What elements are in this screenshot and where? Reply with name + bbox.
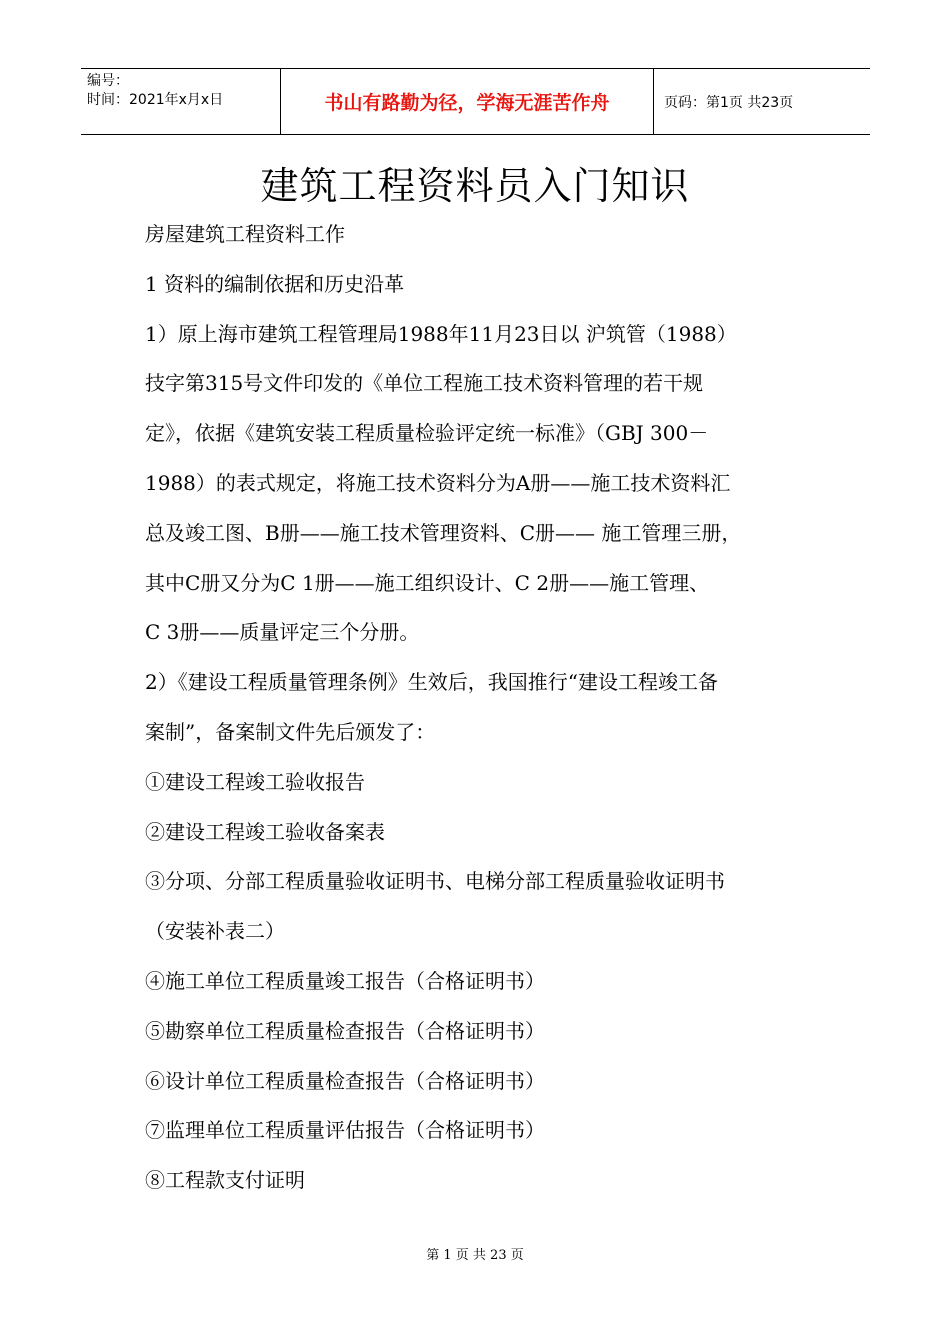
list-item: ⑥设计单位工程质量检查报告（合格证明书）: [145, 1068, 545, 1093]
document-title: 建筑工程资料员入门知识: [260, 164, 690, 208]
list-item: ⑦监理单位工程质量评估报告（合格证明书）: [145, 1118, 545, 1143]
list-item: ⑧工程款支付证明: [145, 1168, 305, 1193]
page-header: [81, 68, 870, 135]
body-line: 1988）的表式规定，将施工技术资料分为A册——施工技术资料汇: [145, 470, 731, 495]
document-body: [145, 210, 825, 1206]
header-page-info: 页码：第1页 共23页: [664, 94, 794, 111]
body-line: 总及竣工图、B册——施工技术管理资料、C册—— 施工管理三册，: [145, 520, 742, 545]
header-meta: [81, 69, 281, 134]
list-item: ⑤勘察单位工程质量检查报告（合格证明书）: [145, 1018, 545, 1043]
body-line: 1）原上海市建筑工程管理局1988年11月23日以 沪筑管（1988）: [145, 321, 737, 346]
body-line: 案制”，备案制文件先后颁发了：: [145, 719, 436, 744]
body-line: 定》，依据《建筑安装工程质量检验评定统一标准》（GBJ 300－: [145, 421, 709, 446]
serial-number-label: 编号：: [87, 73, 129, 89]
date-label: 时间：2021年x月x日: [87, 92, 224, 108]
page-footer: 第 1 页 共 23 页: [426, 1248, 524, 1263]
list-item: ②建设工程竣工验收备案表: [145, 819, 385, 844]
body-line: 2）《建设工程质量管理条例》生效后，我国推行“建设工程竣工备: [145, 670, 718, 695]
list-item: ④施工单位工程质量竣工报告（合格证明书）: [145, 968, 545, 993]
header-motto: 书山有路勤为径，学海无涯苦作舟: [281, 69, 654, 134]
body-line: 房屋建筑工程资料工作: [145, 222, 345, 246]
list-item: （安装补表二）: [145, 919, 285, 944]
list-item: ③分项、分部工程质量验收证明书、电梯分部工程质量验收证明书: [145, 869, 725, 894]
body-line: 1 资料的编制依据和历史沿革: [145, 271, 405, 296]
body-line: C 3册——质量评定三个分册。: [145, 620, 420, 645]
body-line: 其中C册又分为C 1册——施工组织设计、C 2册——施工管理、: [145, 570, 710, 595]
list-item: ①建设工程竣工验收报告: [145, 769, 365, 794]
body-line: 技字第315号文件印发的《单位工程施工技术资料管理的若干规: [145, 371, 704, 396]
